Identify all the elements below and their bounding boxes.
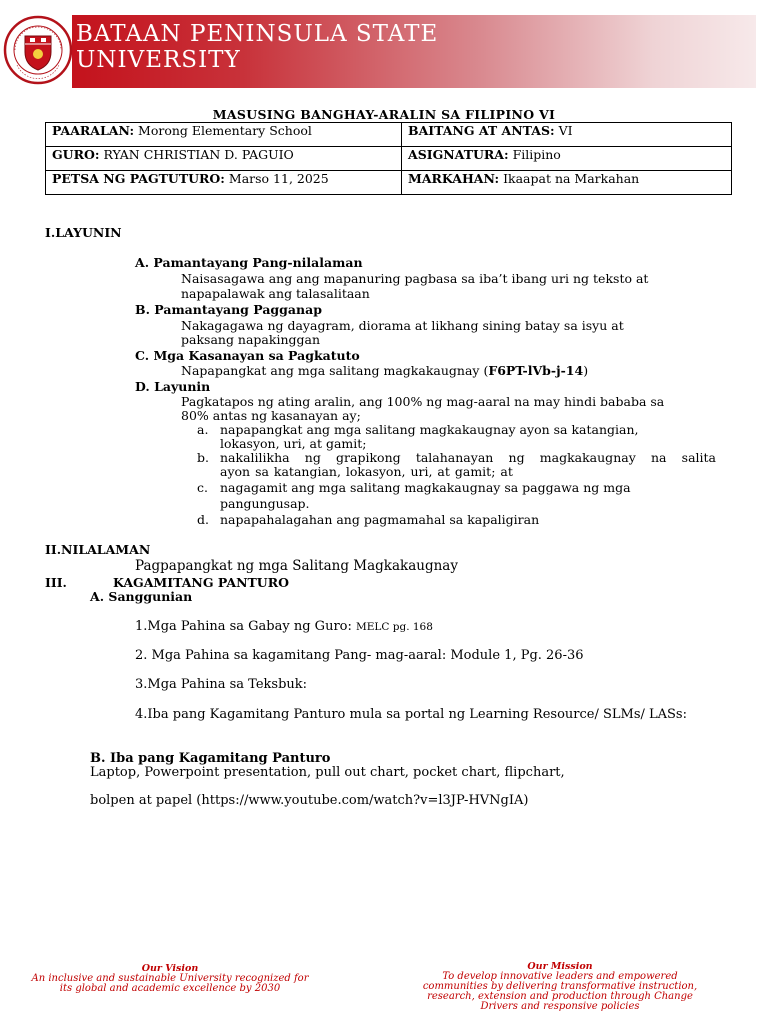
teacher-value: RYAN CHRISTIAN D. PAGUIO <box>103 147 294 162</box>
quarter-label: MARKAHAN: <box>408 171 500 186</box>
grade-label: BAITANG AT ANTAS: <box>408 123 555 138</box>
section1-a-line2: napapalawak ang talasalitaan <box>181 286 370 301</box>
section1-b-heading <box>135 302 322 317</box>
section2-number: II. <box>45 542 62 557</box>
competency-text: Napapangkat ang mga salitang magkakaugnay ( <box>181 363 489 378</box>
quarter-value: Ikaapat na Markahan <box>503 171 640 186</box>
grade-cell <box>402 123 732 147</box>
section1-d-title: Layunin <box>154 379 211 394</box>
mission-title: Our Mission <box>527 961 593 972</box>
teacher-cell <box>46 147 402 171</box>
lesson-info-table <box>45 122 732 195</box>
objective-line: napapahalagahan ang pagmamahal sa kapaligiran <box>220 512 540 527</box>
section3-b-heading <box>90 751 330 766</box>
teacher-label: GURO: <box>52 147 100 162</box>
section2-content: Pagpapangkat ng mga Salitang Magkakaugnay <box>135 558 458 574</box>
section1-c-title: Mga Kasanayan sa Pagkatuto <box>153 348 360 363</box>
reference-3: 3.Mga Pahina sa Teksbuk: <box>135 677 308 692</box>
objective-line: ayon sa katangian, lokasyon, uri, at gamit; at <box>220 464 513 479</box>
vision-line: its global and academic excellence by 2030 <box>59 983 281 994</box>
date-cell <box>46 171 402 195</box>
reference-1 <box>135 619 433 635</box>
section1-title: LAYUNIN <box>55 225 122 240</box>
section1-a-title: Pamantayang Pang-nilalaman <box>153 255 363 270</box>
competency-close: ) <box>583 363 589 378</box>
competency-code: F6PT-lVb-j-14 <box>488 363 584 378</box>
other-materials-line2: bolpen at papel (https://www.youtube.com/watch?v=l3JP-HVNgIA) <box>90 793 529 808</box>
section3-b-letter: B. <box>90 751 106 766</box>
vision-title: Our Vision <box>141 963 199 974</box>
section3-a-letter: A. <box>90 589 105 604</box>
section3-b-title: Iba pang Kagamitang Panturo <box>110 751 331 766</box>
section1-a-line1: Naisasagawa ang ang mapanuring pagbasa sa iba’t ibang uri ng teksto at <box>181 271 649 286</box>
section1-c-letter: C. <box>135 348 150 363</box>
objective-line: lokasyon, uri, at gamit; <box>220 436 367 451</box>
section2-heading <box>45 542 150 557</box>
subject-cell <box>402 147 732 171</box>
header-banner <box>72 15 756 88</box>
objective-line: napapangkat ang mga salitang magkakaugnay ayon sa katangian, <box>220 422 639 437</box>
section1-b-title: Pamantayang Pagganap <box>154 302 322 317</box>
objective-letter: a. <box>197 422 209 437</box>
section1-b-letter: B. <box>135 302 150 317</box>
school-value: Morong Elementary School <box>138 123 312 138</box>
section1-heading <box>45 225 122 240</box>
university-seal-logo <box>3 10 73 90</box>
quarter-cell <box>402 171 732 195</box>
section1-d-heading <box>135 379 210 394</box>
section1-a-heading <box>135 255 363 270</box>
document-title: MASUSING BANGHAY-ARALIN SA FILIPINO VI <box>212 107 556 122</box>
mission-line: communities by delivering transformative instruction, <box>422 981 698 992</box>
mission-line: research, extension and production through Change <box>427 991 693 1002</box>
section1-d-line1: Pagkatapos ng ating aralin, ang 100% ng mag-aaral na may hindi bababa sa <box>181 394 665 409</box>
objective-line: nakalilikha ng grapikong talahanayan ng magkakaugnay na salita <box>220 450 716 465</box>
section1-d-line2: 80% antas ng kasanayan ay; <box>181 408 361 423</box>
reference-1-label: 1.Mga Pahina sa Gabay ng Guro: <box>135 619 356 634</box>
section1-a-letter: A. <box>135 255 150 270</box>
section1-number: I. <box>45 225 56 240</box>
objective-letter: c. <box>197 480 208 495</box>
table-row <box>46 147 732 171</box>
section3-heading: KAGAMITANG PANTURO <box>113 575 289 590</box>
school-label: PAARALAN: <box>52 123 135 138</box>
objective-letter: d. <box>197 512 209 527</box>
section1-c-heading <box>135 348 360 363</box>
objective-line: nagagamit ang mga salitang magkakaugnay sa paggawa ng mga <box>220 480 631 495</box>
date-value: Marso 11, 2025 <box>228 171 329 186</box>
university-name: BATAAN PENINSULA STATE UNIVERSITY <box>76 21 439 73</box>
objective-line: pangungusap. <box>220 496 310 511</box>
reference-2: 2. Mga Pahina sa kagamitang Pang- mag-aaral: Module 1, Pg. 26-36 <box>135 648 584 663</box>
grade-value: VI <box>558 123 573 138</box>
section3-a-heading <box>90 589 192 604</box>
table-row <box>46 171 732 195</box>
section2-title: NILALAMAN <box>61 542 151 557</box>
section1-b-line1: Nakagagawa ng dayagram, diorama at likhang sining batay sa isyu at <box>181 318 624 333</box>
mission-line: To develop innovative leaders and empowered <box>442 971 678 982</box>
vision-block <box>20 964 320 994</box>
mission-line: Drivers and responsive policies <box>480 1001 640 1012</box>
reference-4: 4.Iba pang Kagamitang Panturo mula sa portal ng Learning Resource/ SLMs/ LASs: <box>135 707 687 722</box>
table-row <box>46 123 732 147</box>
date-label: PETSA NG PAGTUTURO: <box>52 171 225 186</box>
section3-number: III. <box>45 575 67 590</box>
mission-block <box>410 962 710 1012</box>
vision-line: An inclusive and sustainable University recognized for <box>31 973 309 984</box>
other-materials-line1: Laptop, Powerpoint presentation, pull out chart, pocket chart, flipchart, <box>90 765 565 780</box>
subject-label: ASIGNATURA: <box>408 147 509 162</box>
section1-c-text <box>181 363 588 378</box>
school-cell <box>46 123 402 147</box>
objective-letter: b. <box>197 450 209 465</box>
reference-1-value: MELC pg. 168 <box>356 621 433 633</box>
section3-a-title: Sanggunian <box>108 589 193 604</box>
subject-value: Filipino <box>512 147 561 162</box>
section1-b-line2: paksang napakinggan <box>181 332 321 347</box>
section1-d-letter: D. <box>135 379 150 394</box>
